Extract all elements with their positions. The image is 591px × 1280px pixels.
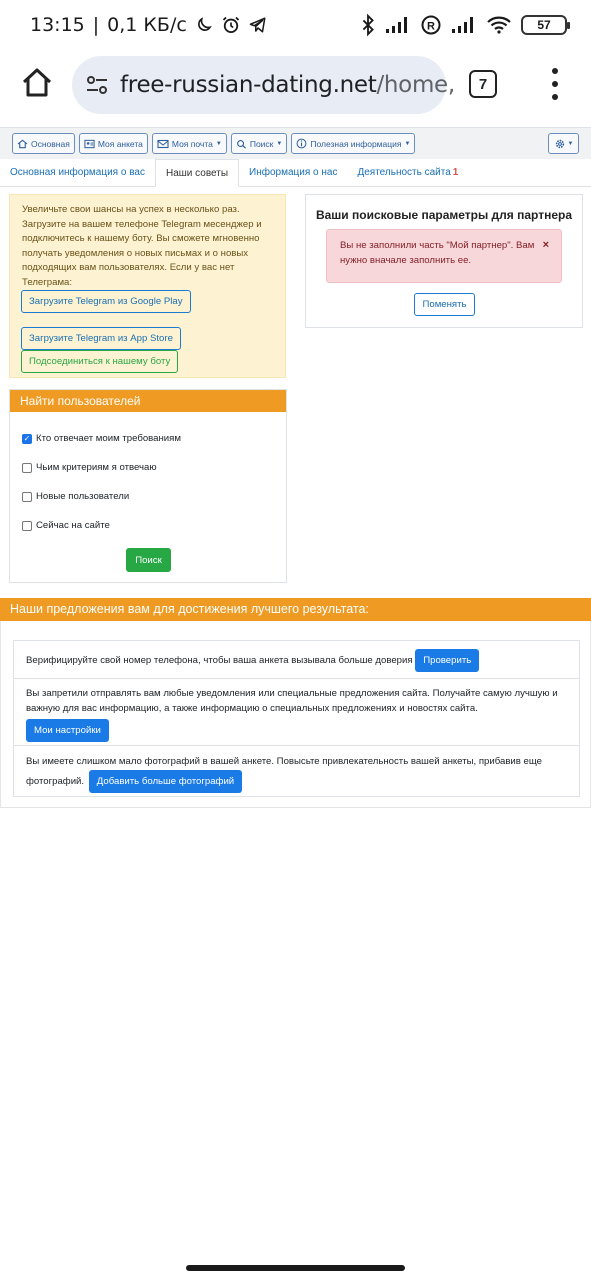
option-new-users[interactable] xyxy=(22,491,129,502)
more-menu-icon[interactable] xyxy=(550,68,560,100)
nav-profile-button[interactable] xyxy=(79,133,148,154)
offers-title: Наши предложения вам для достижения лучшего результата: xyxy=(0,598,591,621)
tab-about-us[interactable] xyxy=(239,159,347,186)
my-settings-button[interactable]: Мои настройки xyxy=(26,719,109,742)
promo-line: получать уведомления о новых письмах и о новых xyxy=(22,247,249,259)
chevron-down-icon: ▼ xyxy=(567,140,574,147)
url-domain: free-russian-dating.net xyxy=(120,72,377,98)
home-icon xyxy=(17,139,28,149)
browser-toolbar xyxy=(0,52,591,118)
option-label: Сейчас на сайте xyxy=(36,520,110,531)
offers-section xyxy=(0,621,591,808)
option-label: Кто отвечает моим требованиям xyxy=(36,433,181,444)
status-network-speed: 0,1 КБ/с xyxy=(107,14,187,36)
nav-profile-label: Моя анкета xyxy=(97,138,143,149)
nav-search-button[interactable] xyxy=(231,133,288,154)
telegram-promo-box xyxy=(9,194,286,378)
alert-text: Вы не заполнили часть "Мой партнер". Вам нужно вначале заполнить ее. xyxy=(340,240,535,266)
nav-mail-label: Моя почта xyxy=(171,138,213,149)
promo-line: Телеграма: xyxy=(22,276,73,288)
site-navbar xyxy=(0,127,591,159)
tab-basic-info[interactable] xyxy=(0,159,155,186)
verify-phone-button[interactable]: Проверить xyxy=(415,649,479,672)
tab-basic-info-label: Основная информация о вас xyxy=(10,167,145,178)
mail-icon xyxy=(157,139,169,149)
signal-icon xyxy=(385,16,411,34)
svg-text:R: R xyxy=(427,20,435,33)
tab-site-activity-label: Деятельность сайта xyxy=(357,167,451,178)
url-text xyxy=(120,72,455,98)
option-label: Новые пользователи xyxy=(36,491,130,502)
alarm-icon xyxy=(221,15,241,35)
profile-icon xyxy=(84,139,95,149)
address-bar[interactable] xyxy=(72,56,455,114)
option-matches-my-requirements[interactable] xyxy=(22,433,181,444)
offer-text: Верифицируйте свой номер телефона, чтобы ваша анкета вызывала больше доверия xyxy=(26,655,413,666)
chevron-down-icon: ▼ xyxy=(276,140,283,147)
promo-line: Увеличьте свои шансы на успех в несколько раз. xyxy=(22,204,240,215)
nav-main-label: Основная xyxy=(31,138,70,149)
nav-mail-button[interactable] xyxy=(152,133,227,154)
battery-icon: 57 xyxy=(521,15,567,35)
offer-text: Вы имеете слишком мало фотографий в вашей анкете. Повысьте привлекательность вашей анкеты, прибавив еще фотографий. xyxy=(26,756,542,787)
app-store-button[interactable]: Загрузите Telegram из App Store xyxy=(21,327,181,350)
signal-icon-2 xyxy=(451,16,477,34)
checkbox-checked[interactable]: ✓ xyxy=(23,433,31,443)
partner-alert xyxy=(326,229,562,283)
settings-button[interactable] xyxy=(548,133,579,154)
find-users-panel xyxy=(9,389,287,583)
option-label: Чьим критериям я отвечаю xyxy=(36,462,157,473)
option-i-match-criteria[interactable] xyxy=(22,462,157,473)
url-path: /home, xyxy=(376,72,455,98)
sub-tabs xyxy=(0,159,591,187)
notification-badge: 1 xyxy=(452,167,459,178)
checkbox[interactable] xyxy=(22,463,32,473)
home-icon[interactable] xyxy=(20,66,54,100)
nav-info-label: Полезная информация xyxy=(310,138,402,149)
tab-about-us-label: Информация о нас xyxy=(249,167,338,178)
telegram-promo-text xyxy=(22,203,273,290)
search-icon xyxy=(236,139,247,149)
promo-line: подключитесь к нашему боту. Вы сможете мгновенно xyxy=(22,233,260,244)
status-left xyxy=(30,14,267,36)
gesture-bar[interactable] xyxy=(186,1265,405,1271)
partner-panel-title: Ваши поисковые параметры для партнера xyxy=(315,208,573,222)
add-photos-button[interactable]: Добавить больше фотографий xyxy=(89,770,242,793)
wifi-icon xyxy=(487,16,511,34)
status-bar xyxy=(0,0,591,50)
find-users-title: Найти пользователей xyxy=(10,390,286,412)
option-online-now[interactable] xyxy=(22,520,110,531)
offers-list xyxy=(13,640,580,797)
chevron-down-icon: ▼ xyxy=(404,140,411,147)
promo-line: Загрузите на вашем телефоне Telegram месенджер и xyxy=(22,218,262,230)
list-item xyxy=(14,678,579,745)
tab-switcher-button[interactable]: 7 xyxy=(469,70,497,98)
chevron-down-icon: ▼ xyxy=(215,140,222,147)
partner-search-panel xyxy=(305,194,583,328)
telegram-icon xyxy=(249,16,267,34)
google-play-button[interactable]: Загрузите Telegram из Google Play xyxy=(21,290,191,313)
tab-our-advice[interactable] xyxy=(155,159,239,187)
offer-text: Вы запретили отправлять вам любые уведомления или специальные предложения сайта. Получайте самую лучшую и важную для вас информацию, а также информацию о специальных предложениях и новостях сайта. xyxy=(26,688,558,714)
tab-our-advice-label: Наши советы xyxy=(165,167,229,179)
list-item xyxy=(14,745,579,797)
search-button[interactable]: Поиск xyxy=(126,548,171,572)
status-separator: | xyxy=(92,14,100,36)
moon-icon xyxy=(195,16,213,34)
roaming-icon xyxy=(421,15,441,35)
status-time: 13:15 xyxy=(30,14,85,36)
checkbox[interactable] xyxy=(22,492,32,502)
close-icon[interactable]: × xyxy=(542,239,549,251)
checkbox[interactable] xyxy=(22,521,32,531)
list-item xyxy=(14,649,579,672)
tab-site-activity[interactable] xyxy=(347,159,468,186)
nav-search-label: Поиск xyxy=(249,138,274,149)
promo-line: подходящих вам пользователях. Если у вас нет xyxy=(22,262,235,273)
nav-main-button[interactable] xyxy=(12,133,75,154)
info-icon xyxy=(296,138,307,149)
site-settings-icon[interactable] xyxy=(84,72,110,98)
gear-icon xyxy=(554,138,566,150)
change-button[interactable]: Поменять xyxy=(414,293,475,316)
status-right xyxy=(361,14,567,36)
nav-info-button[interactable] xyxy=(291,133,415,154)
bluetooth-icon xyxy=(361,14,375,36)
connect-bot-button[interactable]: Подсоединиться к нашему боту xyxy=(21,350,178,373)
